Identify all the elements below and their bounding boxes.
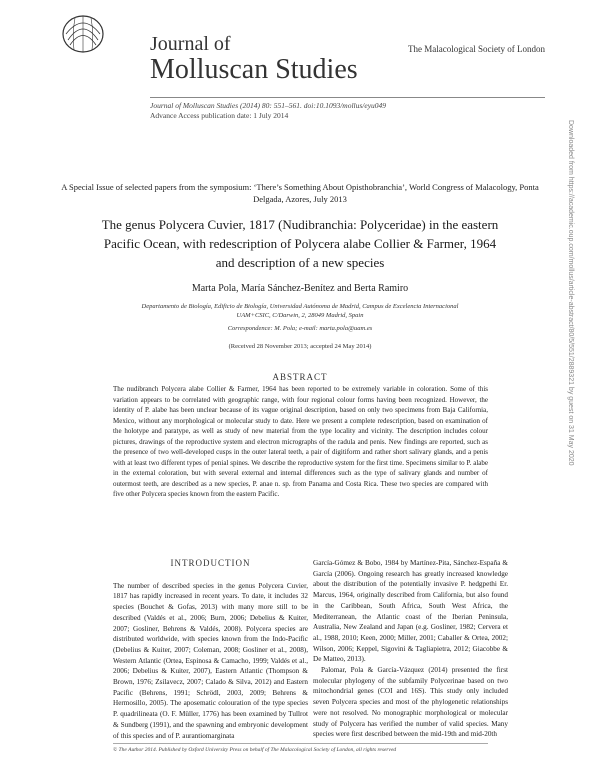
header-divider (150, 97, 545, 98)
intro-paragraph-2: Palomar, Pola & García-Vázquez (2014) presented the first molecular phylogeny of the subfamily Polycerinae based on two mitochondrial genes (COI and 16S). This study only included seven Polycera species and most of the phylogenetic relationships were not resolved. No monographic morphological or molecular study of Polycera has verified the number of valid species. Many species were first described between the mid-19th and mid-20th (313, 666, 508, 739)
introduction-heading: INTRODUCTION (170, 558, 251, 568)
download-watermark-text: Downloaded from https://academic.oup.com/mollus/article-abstract/80/5/551/2889321 by guest on 31 May 2020 (567, 120, 574, 466)
intro-paragraph-continued: García-Gómez & Bobo, 1984 by Martínez-Pita, Sánchez-España & García (2006). Ongoing research has greatly increased knowledge about the distribution of the potentially invasive P. hedgpethi Er. Marcus, 1964, originally described from California, but also found in the Caribbean, South Africa, South West Africa, the Mediterranean, the Atlantic coast of the Iberian Peninsula, Australia, New Zealand and Japan (e.g. Gosliner, 1982; Cervera et al., 1988, 2010; Keen, 2000; Miller, 2001; Caballer & Ortea, 2002; Wilson, 2006; Keppel, Sigovini & Tagliapietra, 2012; Giacobbe & De Matteo, 2013). (313, 559, 508, 664)
advance-access-line: Advance Access publication date: 1 July 2014 (150, 111, 289, 120)
journal-title-line1: Journal of (150, 33, 231, 55)
abstract-text: The nudibranch Polycera alabe Collier & Farmer, 1964 has been reported to be extremely variable in coloration. Some of this variation appears to be correlated with geographic range, with four regional colour forms having been recognized. However, the identity of P. alabe has been unclear because of its vague original description, based on only two specimens from Baja California, Mexico, without any morphological or molecular study to date. Here we present a complete redescription, based on examination of the holotype and paratype, as well as study of new material from the type locality and vicinity. The description includes colour pictures, drawings of the reproductive system and electron micrographs of the radula and penis. New findings are reported, such as the presence of two well-developed cusps in the outer lateral teeth, a pair of digitiform and rather short salivary glands, and a penis with at least two different types of penial spines. We describe the reproductive system for the first time. Specimens similar to P. alabe in the external coloration, but with several external and internal differences such as the type of salivary glands and number of outermost teeth, are described as a new species, P. anae n. sp. from Panama and Costa Rica. These two species are compared with five other Polycera species known from the eastern Pacific. (113, 385, 488, 498)
author-affiliation: Departamento de Biología, Edificio de Biología, Universidad Autónoma de Madrid, Campus de Excelencia Internacional UAM+CSIC, C/Darwin, 2, 28049 Madrid, Spain (141, 303, 459, 319)
journal-title (150, 34, 358, 84)
journal-logo-shell-icon (58, 8, 108, 58)
article-authors: Marta Pola, María Sánchez-Benítez and Berta Ramiro (191, 283, 409, 294)
correspondence-line: Correspondence: M. Pola; e-mail: marta.pola@uam.es (227, 325, 373, 332)
society-name: The Malacological Society of London (408, 44, 545, 54)
abstract-heading: ABSTRACT (272, 372, 328, 382)
citation-line (150, 101, 545, 111)
copyright-footer (113, 743, 488, 753)
body-column-left (113, 558, 308, 741)
journal-title-line2: Molluscan Studies (150, 54, 358, 85)
publication-info (150, 95, 545, 121)
special-issue-note: A Special Issue of selected papers from the symposium: ‘There’s Something About Opisthobranchia’, World Congress of Malacology, Ponta Delgada, Azores, July 2013 (61, 182, 539, 204)
copyright-text: © The Author 2014. Published by Oxford University Press on behalf of The Malacological Society of London, all rights reserved (113, 747, 397, 753)
received-dates: (Received 28 November 2013; accepted 24 May 2014) (228, 343, 372, 350)
article-title: The genus Polycera Cuvier, 1817 (Nudibranchia: Polyceridae) in the eastern Pacific Ocean, with redescription of Polycera alabe Collier & Farmer, 1964 and description of a new species (101, 217, 499, 270)
download-watermark (567, 120, 584, 560)
citation-text: Journal of Molluscan Studies (2014) 80: 551–561. doi:10.1093/mollus/eyu049 (150, 101, 387, 110)
body-column-right (313, 558, 508, 740)
intro-paragraph-1: The number of described species in the genus Polycera Cuvier, 1817 has rapidly increased in recent years. To date, it includes 32 species (Bouchet & Gofas, 2013) with many more still to be described (Valdés et al., 2006; Burn, 2006; Debelius & Kuiter, 2007; Gosliner, Behrens & Valdés, 2008). Polycera species are distributed worldwide, with species known from the Indo-Pacific (Debelius & Kuiter, 2007; Coleman, 2008; Gosliner et al., 2008), Western Atlantic (Ortea, Espinosa & Camacho, 1999; Valdés et al., 2006; Debelius & Kuiter, 2007), Eastern Atlantic (Thompson & Brown, 1976; Zsilavecz, 2007; Calado & Silva, 2012) and Eastern Pacific (Behrens, 1991; Schrödl, 2003, 2009; Behrens & Hermosillo, 2005). The aposematic colouration of the type species P. quadrilineata (O. F. Müller, 1776) has been examined by Tullrot & Sundberg (1991), and the spawning and embryonic development of this species and of P. aurantiomarginata (113, 581, 308, 740)
footer-divider (113, 743, 488, 744)
